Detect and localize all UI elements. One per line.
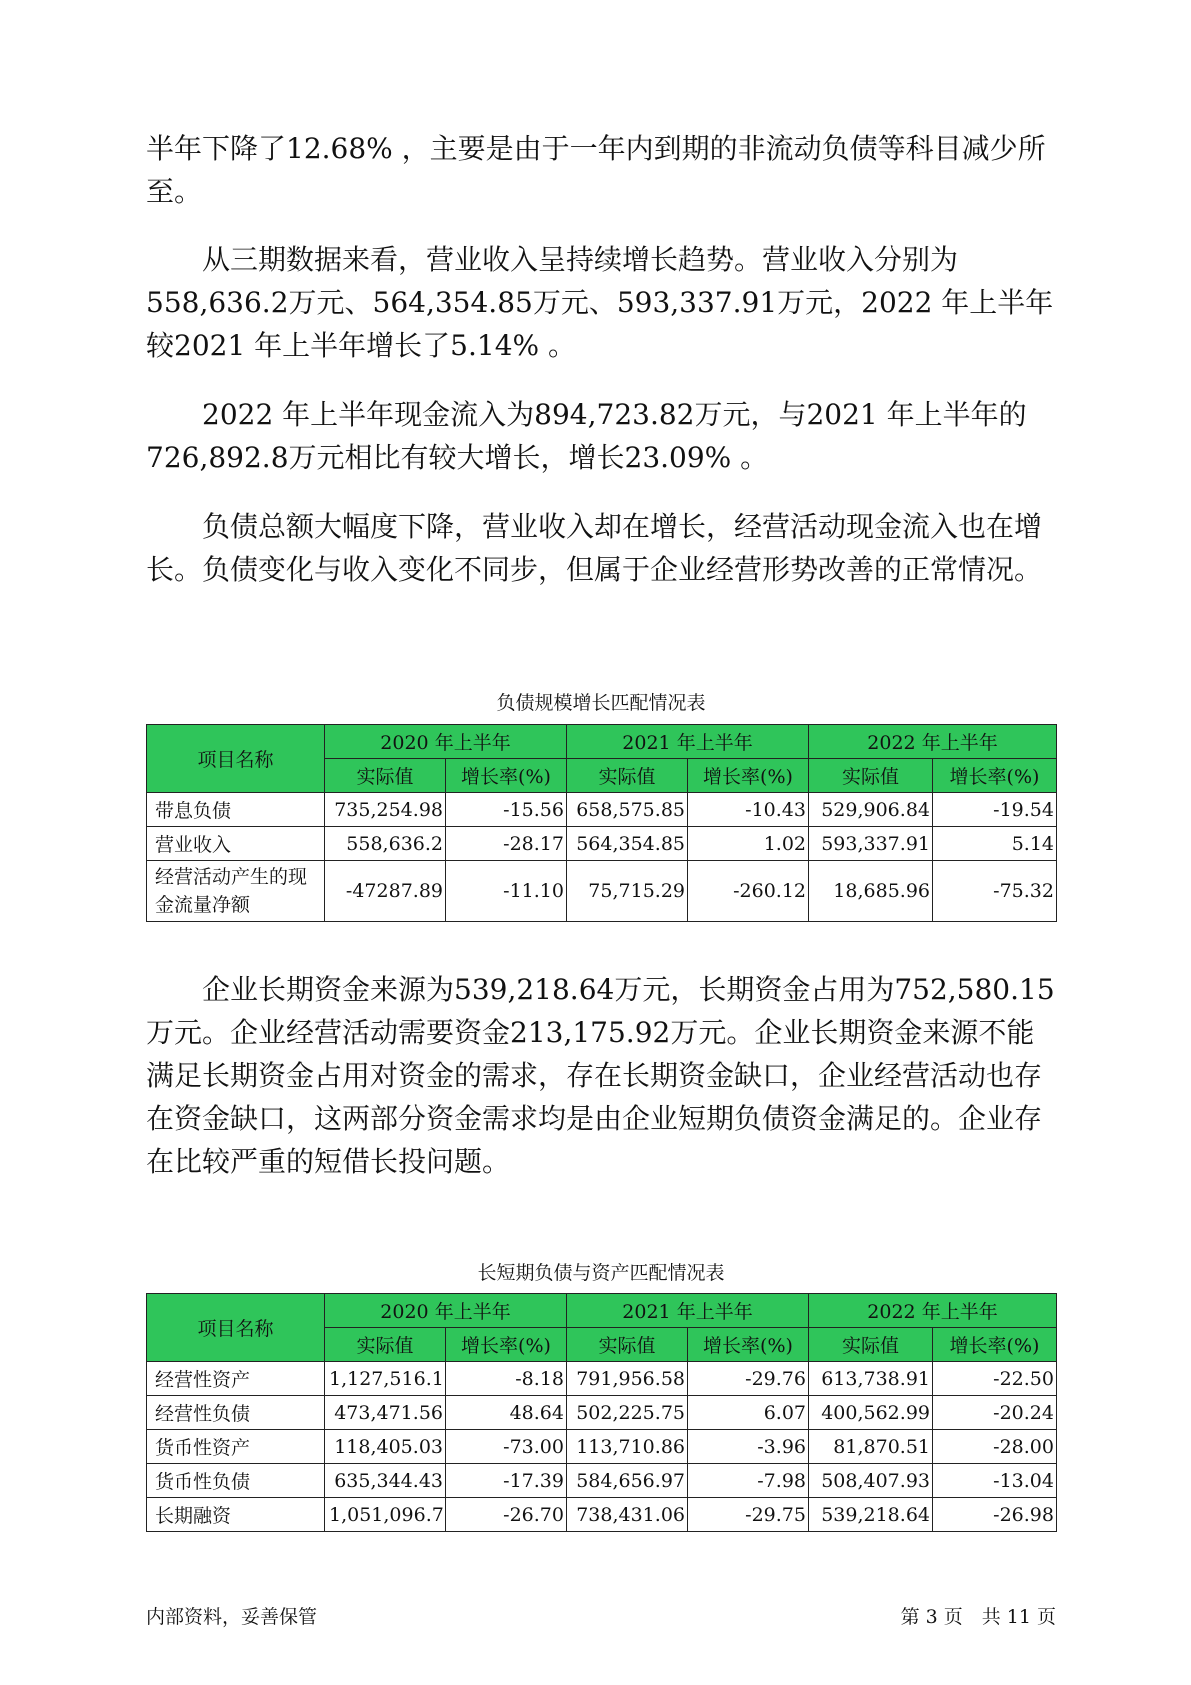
cell-value: 1.02	[688, 827, 809, 861]
table-row	[147, 1430, 1057, 1464]
cell-value: 48.64	[446, 1396, 567, 1430]
cell-value: -17.39	[446, 1464, 567, 1498]
cell-value: 5.14	[933, 827, 1057, 861]
cell-value: 81,870.51	[809, 1430, 933, 1464]
table-debt-asset-match	[146, 1293, 1057, 1532]
table-row	[147, 861, 1057, 922]
table2-caption: 长短期负债与资产匹配情况表	[477, 1262, 725, 1284]
row-label: 经营性资产	[147, 1362, 325, 1396]
header-item-name: 项目名称	[147, 1294, 325, 1362]
cell-value: -26.70	[446, 1498, 567, 1532]
paragraph-1: 半年下降了12.68% ，主要是由于一年内到期的非流动负债等科目减少所至。	[146, 132, 1046, 208]
cell-value: -13.04	[933, 1464, 1057, 1498]
cell-value: 118,405.03	[325, 1430, 446, 1464]
cell-value: 502,225.75	[567, 1396, 688, 1430]
table1-caption: 负债规模增长匹配情况表	[496, 692, 706, 714]
table-row	[147, 1464, 1057, 1498]
cell-value: -3.96	[688, 1430, 809, 1464]
cell-value: 791,956.58	[567, 1362, 688, 1396]
cell-value: 1,051,096.7	[325, 1498, 446, 1532]
header-growth: 增长率(%)	[933, 759, 1057, 793]
header-period-2022: 2022 年上半年	[809, 725, 1057, 759]
row-label: 经营性负债	[147, 1396, 325, 1430]
table-debt-growth	[146, 724, 1057, 922]
cell-value: -20.24	[933, 1396, 1057, 1430]
row-label: 经营活动产生的现金流量净额	[147, 861, 325, 922]
table-row	[147, 827, 1057, 861]
header-period-2021: 2021 年上半年	[567, 725, 809, 759]
cell-value: -8.18	[446, 1362, 567, 1396]
cell-value: -28.00	[933, 1430, 1057, 1464]
cell-value: -73.00	[446, 1430, 567, 1464]
row-label: 带息负债	[147, 793, 325, 827]
cell-value: 1,127,516.1	[325, 1362, 446, 1396]
cell-value: 558,636.2	[325, 827, 446, 861]
cell-value: -260.12	[688, 861, 809, 922]
cell-value: 738,431.06	[567, 1498, 688, 1532]
header-period-2022: 2022 年上半年	[809, 1294, 1057, 1328]
header-growth: 增长率(%)	[446, 1328, 567, 1362]
header-growth: 增长率(%)	[933, 1328, 1057, 1362]
row-label: 货币性资产	[147, 1430, 325, 1464]
header-period-2021: 2021 年上半年	[567, 1294, 809, 1328]
cell-value: -47287.89	[325, 861, 446, 922]
header-growth: 增长率(%)	[446, 759, 567, 793]
header-actual: 实际值	[809, 759, 933, 793]
paragraph-5: 企业长期资金来源为539,218.64万元，长期资金占用为752,580.15万元。企业经营活动需要资金213,175.92万元。企业长期资金来源不能满足长期资金占用对资金的需求，存在长期资金缺口，企业经营活动也存在资金缺口，这两部分资金需求均是由企业短期负债资金满足的。企业存在比较严重的短借长投问题。	[146, 973, 1055, 1178]
paragraph-3: 2022 年上半年现金流入为894,723.82万元，与2021 年上半年的726,892.8万元相比有较大增长，增长23.09% 。	[146, 398, 1027, 474]
cell-value: 473,471.56	[325, 1396, 446, 1430]
cell-value: -29.75	[688, 1498, 809, 1532]
footer-page-number: 第 3 页 共 11 页	[900, 1606, 1056, 1628]
cell-value: 75,715.29	[567, 861, 688, 922]
cell-value: 613,738.91	[809, 1362, 933, 1396]
cell-value: 400,562.99	[809, 1396, 933, 1430]
header-period-2020: 2020 年上半年	[325, 1294, 567, 1328]
row-label: 长期融资	[147, 1498, 325, 1532]
header-actual: 实际值	[567, 759, 688, 793]
cell-value: -11.10	[446, 861, 567, 922]
header-actual: 实际值	[567, 1328, 688, 1362]
table-row	[147, 1396, 1057, 1430]
header-item-name: 项目名称	[147, 725, 325, 793]
footer-confidential-note: 内部资料，妥善保管	[146, 1606, 318, 1628]
cell-value: -10.43	[688, 793, 809, 827]
cell-value: -7.98	[688, 1464, 809, 1498]
cell-value: -29.76	[688, 1362, 809, 1396]
table-row	[147, 1498, 1057, 1532]
cell-value: -75.32	[933, 861, 1057, 922]
cell-value: -22.50	[933, 1362, 1057, 1396]
cell-value: 529,906.84	[809, 793, 933, 827]
header-actual: 实际值	[325, 1328, 446, 1362]
cell-value: 658,575.85	[567, 793, 688, 827]
cell-value: 18,685.96	[809, 861, 933, 922]
table-row	[147, 793, 1057, 827]
cell-value: 735,254.98	[325, 793, 446, 827]
cell-value: 508,407.93	[809, 1464, 933, 1498]
header-period-2020: 2020 年上半年	[325, 725, 567, 759]
header-growth: 增长率(%)	[688, 1328, 809, 1362]
header-actual: 实际值	[325, 759, 446, 793]
cell-value: 564,354.85	[567, 827, 688, 861]
row-label: 货币性负债	[147, 1464, 325, 1498]
row-label: 营业收入	[147, 827, 325, 861]
cell-value: 113,710.86	[567, 1430, 688, 1464]
cell-value: -26.98	[933, 1498, 1057, 1532]
cell-value: 593,337.91	[809, 827, 933, 861]
cell-value: 6.07	[688, 1396, 809, 1430]
paragraph-4: 负债总额大幅度下降，营业收入却在增长，经营活动现金流入也在增长。负债变化与收入变化不同步，但属于企业经营形势改善的正常情况。	[146, 510, 1043, 586]
header-actual: 实际值	[809, 1328, 933, 1362]
table-row	[147, 1362, 1057, 1396]
cell-value: 635,344.43	[325, 1464, 446, 1498]
cell-value: 584,656.97	[567, 1464, 688, 1498]
cell-value: -15.56	[446, 793, 567, 827]
paragraph-2: 从三期数据来看，营业收入呈持续增长趋势。营业收入分别为558,636.2万元、564,354.85万元、593,337.91万元，2022 年上半年较2021 年上半年增长了5.14% 。	[146, 243, 1054, 362]
cell-value: 539,218.64	[809, 1498, 933, 1532]
header-growth: 增长率(%)	[688, 759, 809, 793]
cell-value: -19.54	[933, 793, 1057, 827]
cell-value: -28.17	[446, 827, 567, 861]
